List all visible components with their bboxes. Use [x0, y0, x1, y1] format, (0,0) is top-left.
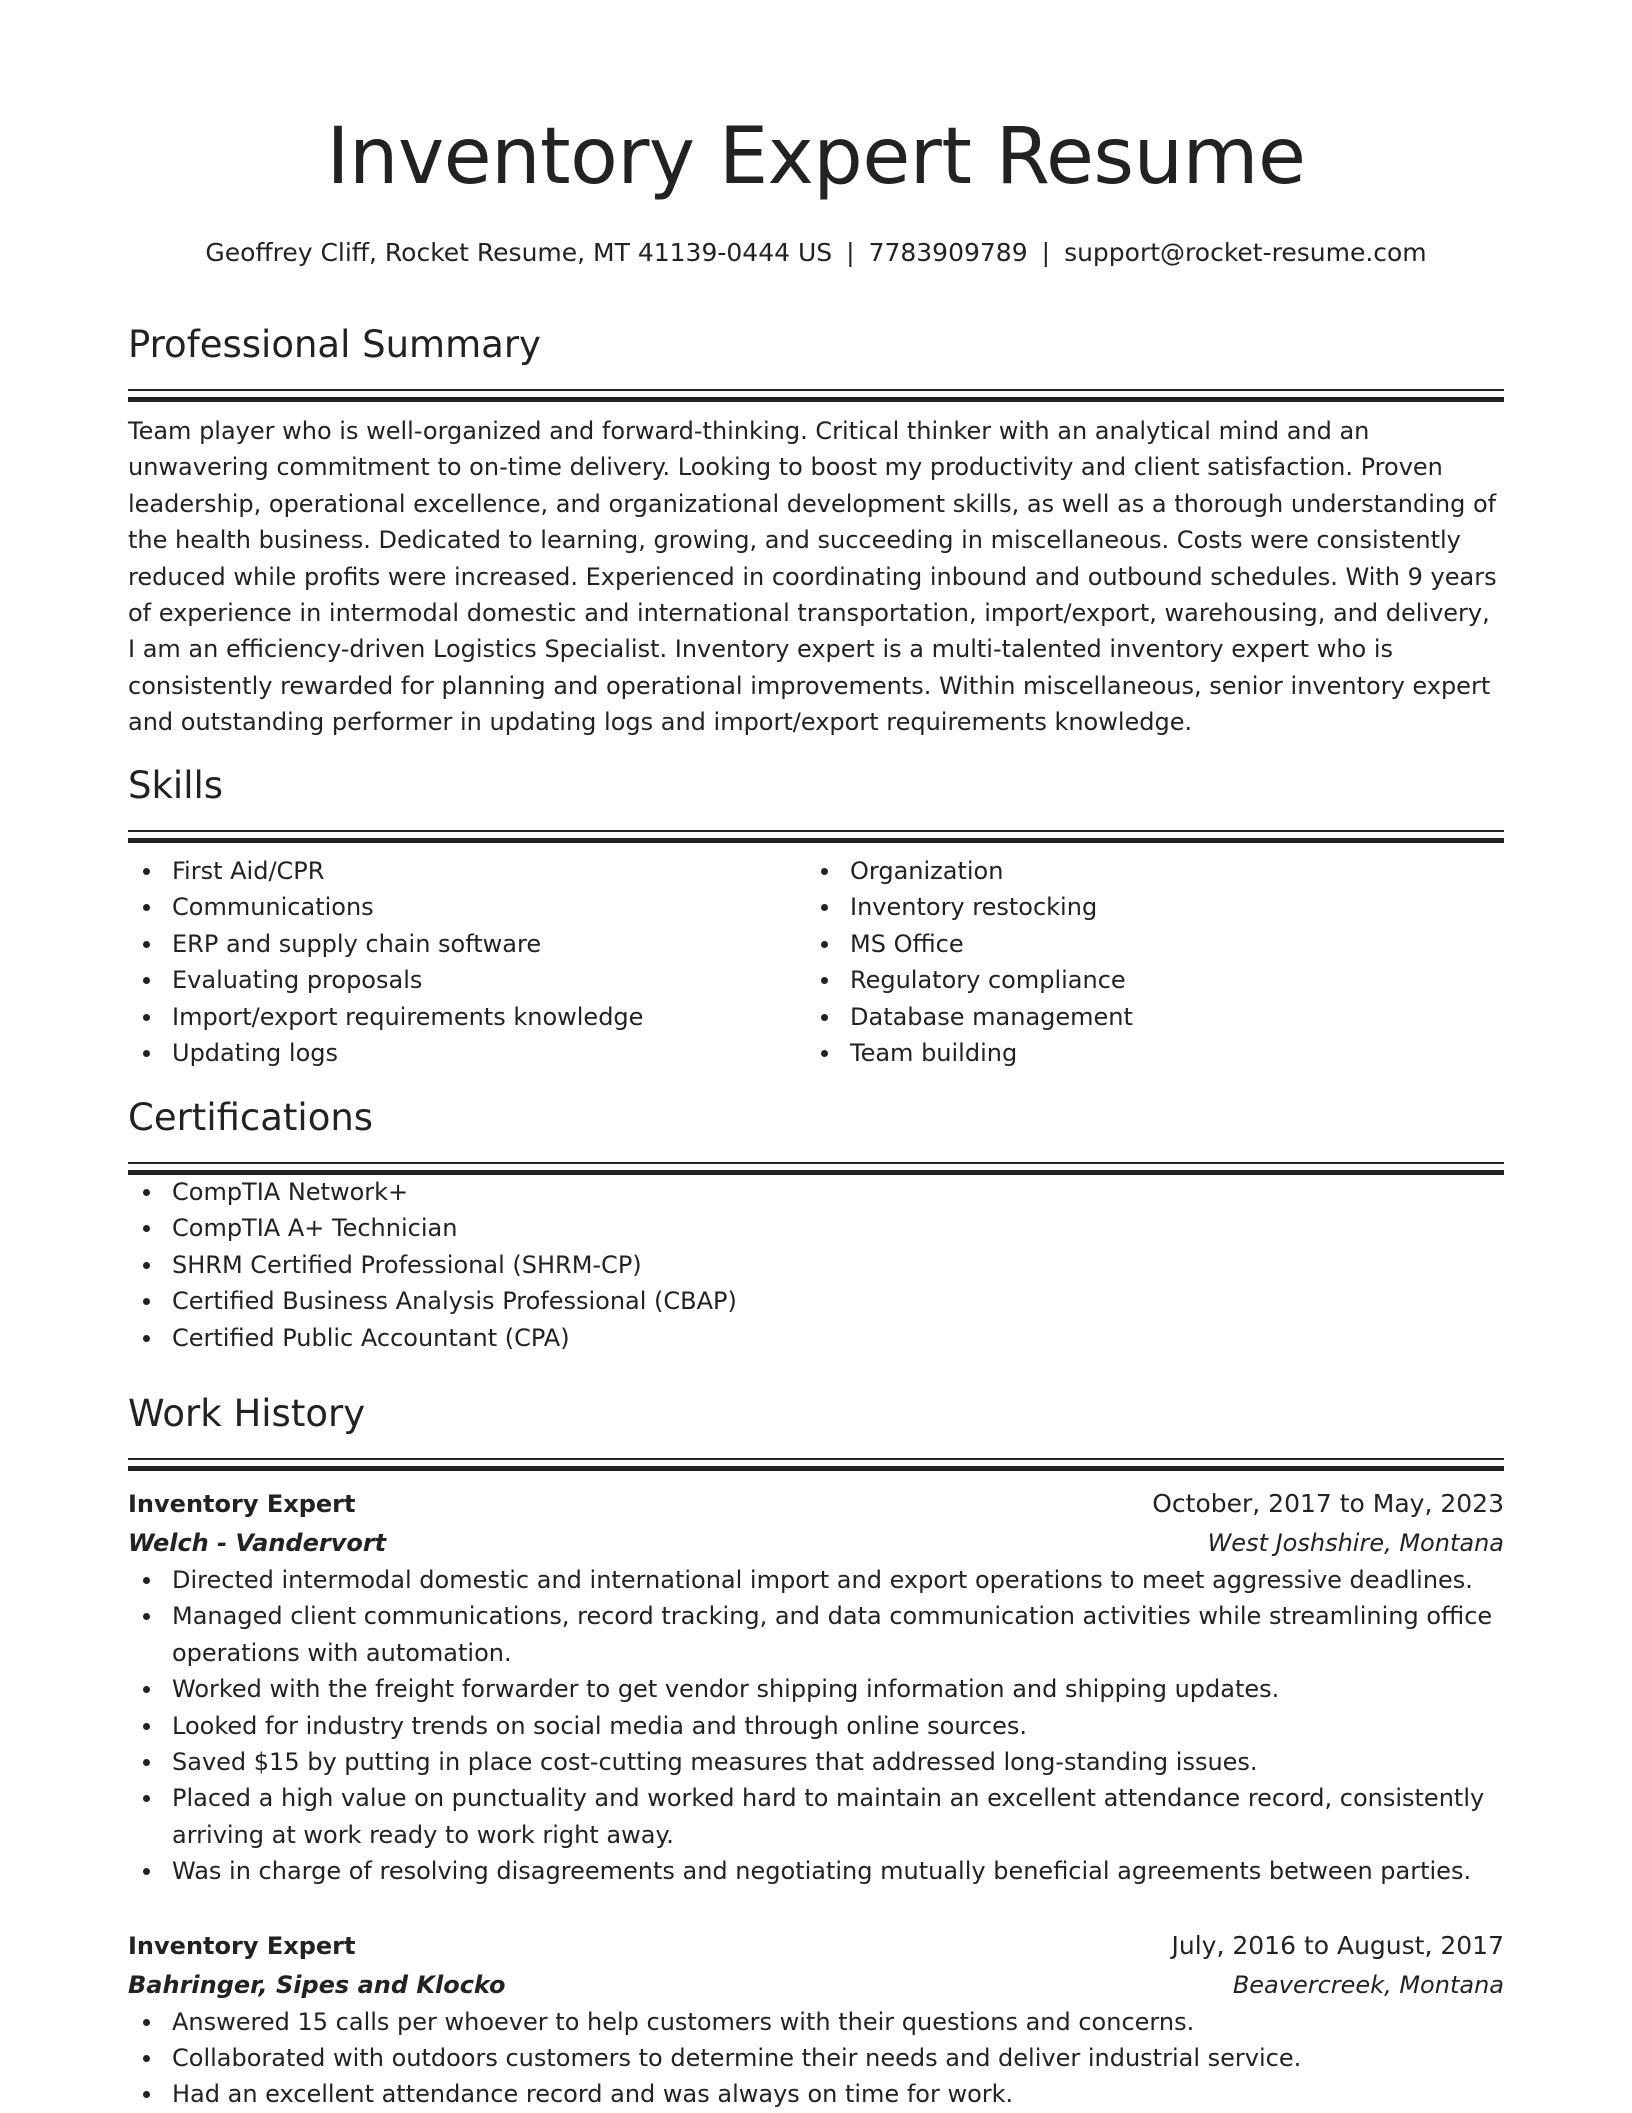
job-duties-list	[128, 2004, 1504, 2113]
certifications-heading: Certifications	[128, 1096, 374, 1139]
section-divider	[128, 1458, 1504, 1470]
job-duty-item: Had an excellent attendance record and was always on time for work.	[128, 2076, 1504, 2112]
job-entry	[128, 1926, 1504, 2113]
job-location: West Joshshire, Montana	[1207, 1529, 1504, 1557]
job-dates: July, 2016 to August, 2017	[1171, 1930, 1504, 1960]
job-duty-item: Managed client communications, record tracking, and data communication activities while streamlining office operations with automation.	[128, 1598, 1504, 1671]
skill-item: Inventory restocking	[806, 889, 1484, 925]
skills-list-right	[806, 853, 1484, 1071]
job-duty-item: Worked with the freight forwarder to get vendor shipping information and shipping updates.	[128, 1671, 1504, 1707]
certification-item: CompTIA A+ Technician	[128, 1210, 1504, 1246]
section-divider	[128, 1162, 1504, 1174]
skill-item: Team building	[806, 1035, 1484, 1071]
skill-item: Updating logs	[128, 1035, 806, 1071]
skill-item: Regulatory compliance	[806, 962, 1484, 998]
contact-line	[128, 238, 1504, 268]
summary-section	[128, 323, 1504, 741]
section-divider	[128, 830, 1504, 842]
skill-item: Import/export requirements knowledge	[128, 999, 806, 1035]
job-company: Welch - Vandervort	[128, 1529, 387, 1557]
certifications-section	[128, 1096, 1504, 1356]
skills-list-left	[128, 853, 806, 1071]
job-location: Beavercreek, Montana	[1232, 1970, 1504, 1999]
job-duty-item: Was in charge of resolving disagreements and negotiating mutually beneficial agreements between parties.	[128, 1853, 1504, 1889]
skills-heading: Skills	[128, 764, 224, 807]
contact-email: support@rocket-resume.com	[1064, 238, 1427, 267]
certifications-list	[128, 1174, 1504, 1356]
skill-item: Communications	[128, 889, 806, 925]
job-entry	[128, 1484, 1504, 1890]
skills-section	[128, 764, 1504, 1071]
certification-item: Certified Public Accountant (CPA)	[128, 1320, 1504, 1356]
job-title: Inventory Expert	[128, 1931, 356, 1960]
skill-item: Evaluating proposals	[128, 962, 806, 998]
contact-address: Geoffrey Cliff, Rocket Resume, MT 41139-0444 US	[205, 238, 833, 267]
skill-item: First Aid/CPR	[128, 853, 806, 889]
job-duty-item: Looked for industry trends on social media and through online sources.	[128, 1708, 1504, 1744]
job-title: Inventory Expert	[128, 1490, 356, 1518]
page-title: Inventory Expert Resume	[326, 112, 1306, 202]
job-dates: October, 2017 to May, 2023	[1152, 1489, 1504, 1518]
job-duty-item: Directed intermodal domestic and international import and export operations to meet aggressive deadlines.	[128, 1562, 1504, 1598]
skill-item: MS Office	[806, 926, 1484, 962]
skill-item: Database management	[806, 999, 1484, 1035]
work-history-heading: Work History	[128, 1392, 366, 1435]
job-company: Bahringer, Sipes and Klocko	[128, 1970, 506, 1999]
work-history-section	[128, 1392, 1504, 2113]
skill-item: Organization	[806, 853, 1484, 889]
contact-separator: |	[1041, 238, 1051, 267]
certification-item: SHRM Certified Professional (SHRM-CP)	[128, 1247, 1504, 1283]
job-duty-item: Placed a high value on punctuality and worked hard to maintain an excellent attendance record, consistently arriving at work ready to work right away.	[128, 1780, 1504, 1853]
certification-item: CompTIA Network+	[128, 1174, 1504, 1210]
contact-phone: 7783909789	[868, 238, 1028, 267]
certification-item: Certified Business Analysis Professional (CBAP)	[128, 1283, 1504, 1319]
job-duty-item: Saved $15 by putting in place cost-cutting measures that addressed long-standing issues.	[128, 1744, 1504, 1780]
section-divider	[128, 389, 1504, 401]
job-duty-item: Collaborated with outdoors customers to determine their needs and deliver industrial service.	[128, 2040, 1504, 2076]
job-duties-list	[128, 1562, 1504, 1890]
contact-separator: |	[846, 238, 855, 267]
job-duty-item: Answered 15 calls per whoever to help customers with their questions and concerns.	[128, 2004, 1504, 2040]
summary-heading: Professional Summary	[128, 323, 541, 366]
skill-item: ERP and supply chain software	[128, 926, 806, 962]
summary-text: Team player who is well-organized and forward-thinking. Critical thinker with an analytical mind and an unwavering commitment to on-time delivery. Looking to boost my productivity and client satisfaction. Proven leadership, operational excellence, and organizational development skills, as well as a thorough understanding of the health business. Dedicated to learning, growing, and succeeding in miscellaneous. Costs were consistently reduced while profits were increased. Experienced in coordinating inbound and outbound schedules. With 9 years of experience in intermodal domestic and international transportation, import/export, warehousing, and delivery, I am an efficiency-driven Logistics Specialist. Inventory expert is a multi-talented inventory expert who is consistently rewarded for planning and operational improvements. Within miscellaneous, senior inventory expert and outstanding performer in updating logs and import/export requirements knowledge.	[128, 417, 1497, 737]
